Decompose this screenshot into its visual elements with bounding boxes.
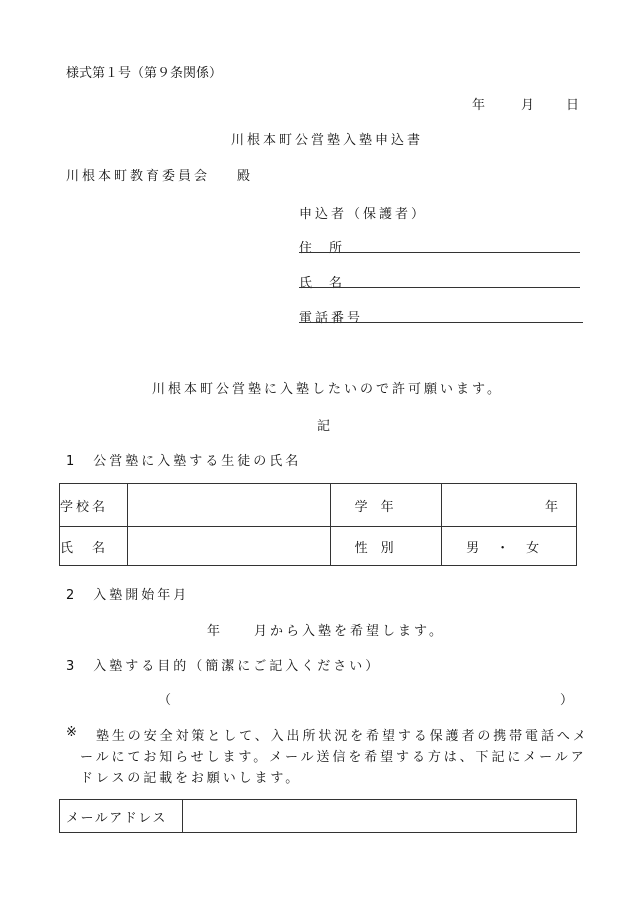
student-name-label: 氏 名 (60, 527, 128, 566)
start-month-text: 月から入塾を希望します。 (254, 624, 445, 639)
date-month-label: 月 (521, 98, 535, 113)
address-label: 住 所 (299, 241, 345, 256)
section2-heading: 2 入塾開始年月 (66, 588, 190, 603)
addressee-suffix: 殿 (237, 169, 251, 184)
gender-options[interactable]: 男 ・ 女 (442, 527, 577, 566)
date-year-label: 年 (472, 98, 486, 113)
date-day-label: 日 (566, 98, 580, 113)
ki-mark: 記 (317, 419, 331, 434)
student-table (59, 483, 577, 566)
note-line-1: 塾生の安全対策として、入出所状況を希望する保護者の携帯電話へメ (96, 729, 589, 744)
phone-line[interactable] (299, 322, 583, 323)
email-row (60, 800, 577, 833)
note-line-3: ドレスの記載をお願いします。 (80, 771, 302, 786)
purpose-close-paren: ） (560, 693, 574, 708)
addressee: 川根本町教育委員会 (66, 169, 211, 184)
phone-label: 電話番号 (299, 311, 364, 326)
grade-suffix: 年 (544, 499, 558, 515)
email-input[interactable] (183, 800, 577, 833)
email-label: メールアドレス (60, 800, 183, 833)
note-mark: ※ (66, 725, 77, 740)
start-year-mark: 年 (207, 624, 221, 639)
name-line[interactable] (299, 287, 580, 288)
section3-heading: 3 入塾する目的（簡潔にご記入ください） (66, 659, 382, 674)
grade-label: 学 年 (330, 484, 442, 527)
section1-heading: 1 公営塾に入塾する生徒の氏名 (66, 454, 302, 469)
document-title: 川根本町公営塾入塾申込書 (231, 133, 424, 148)
school-input[interactable] (127, 484, 330, 527)
form-number: 様式第１号（第９条関係） (66, 66, 223, 81)
email-table (59, 799, 577, 833)
note-line-2: ールにてお知らせします。メール送信を希望する方は、下記にメールア (80, 750, 587, 765)
school-label: 学校名 (60, 484, 128, 527)
purpose-input[interactable] (176, 686, 552, 706)
request-text: 川根本町公営塾に入塾したいので許可願います。 (152, 382, 503, 397)
gender-label: 性 別 (330, 527, 442, 566)
name-label: 氏 名 (299, 276, 345, 291)
student-row-school (60, 484, 577, 527)
purpose-open-paren: （ (158, 693, 172, 708)
applicant-heading: 申込者（保護者） (299, 207, 428, 222)
student-row-name (60, 527, 577, 566)
address-line[interactable] (299, 252, 580, 253)
student-name-input[interactable] (127, 527, 330, 566)
grade-input[interactable] (442, 484, 577, 527)
